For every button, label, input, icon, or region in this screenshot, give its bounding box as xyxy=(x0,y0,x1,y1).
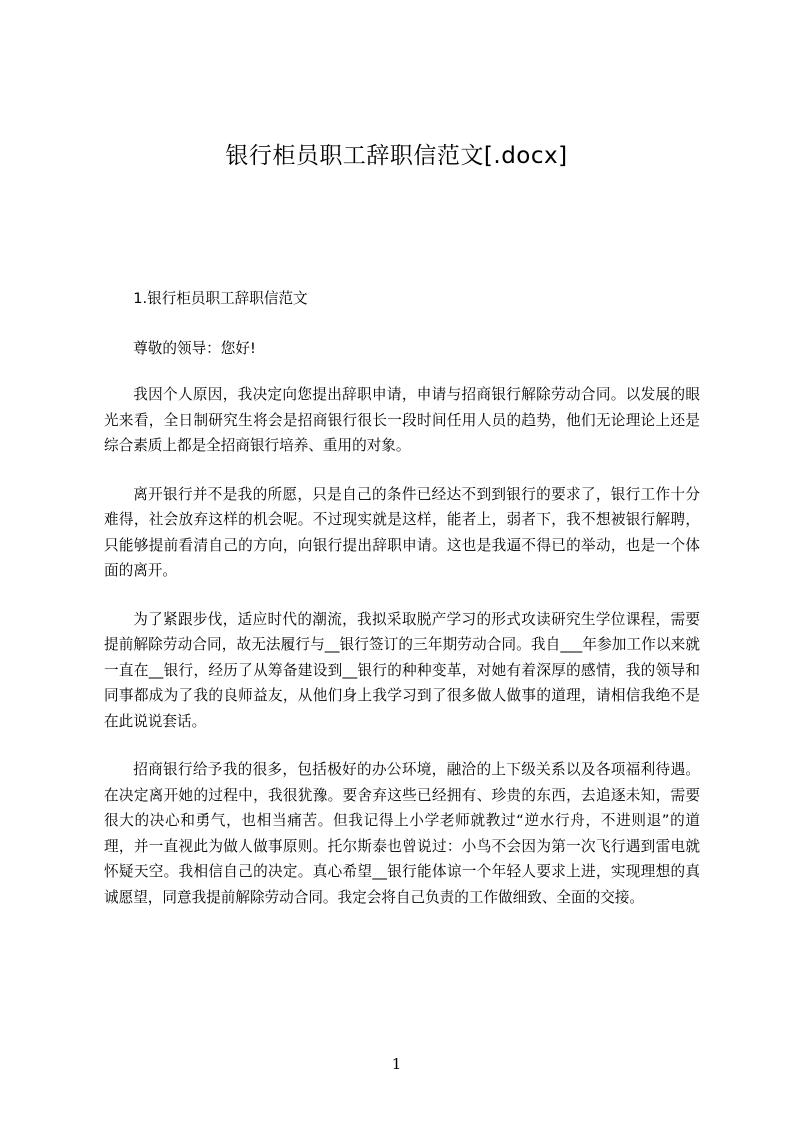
greeting: 尊敬的领导：您好! xyxy=(133,339,256,357)
section-heading: 1.银行柜员职工辞职信范文 xyxy=(133,290,308,307)
paragraph-3: 为了紧跟步伐，适应时代的潮流，我拟采取脱产学习的形式攻读研究生学位课程，需要提前解除劳动合同，故无法履行与__银行签订的三年期劳动合同。我自___年参加工作以来就一直在__银行，经历了从筹备建设到__银行的种种变革，对她有着深厚的感情，我的领导和同事都成为了我的良师益友，从他们身上我学习到了很多做人做事的道理，请相信我绝不是在此说说套话。 xyxy=(104,610,700,730)
paragraph-2: 离开银行并不是我的所愿，只是自己的条件已经达不到到银行的要求了，银行工作十分难得，社会放弃这样的机会呢。不过现实就是这样，能者上，弱者下，我不想被银行解聘，只能够提前看清自己的方向，向银行提出辞职申请。这也是我逼不得已的举动，也是一个体面的离开。 xyxy=(104,485,700,579)
document-body xyxy=(104,286,700,933)
document-title: 银行柜员职工辞职信范文[.docx] xyxy=(225,143,568,169)
page-number: 1 xyxy=(391,1055,402,1073)
paragraph-1: 我因个人原因，我决定向您提出辞职申请，申请与招商银行解除劳动合同。以发展的眼光来看，全日制研究生将会是招商银行很长一段时间任用人员的趋势，他们无论理论上还是综合素质上都是全招商银行培养、重用的对象。 xyxy=(104,386,700,454)
paragraph-4: 招商银行给予我的很多，包括极好的办公环境，融洽的上下级关系以及各项福利待遇。在决定离开她的过程中，我很犹豫。要舍弃这些已经拥有、珍贵的东西，去追逐未知，需要很大的决心和勇气，也相当痛苦。但我记得上小学老师就教过“逆水行舟，不进则退”的道理，并一直视此为做人做事原则。托尔斯泰也曾说过：小鸟不会因为第一次飞行遇到雷电就怀疑天空。我相信自己的决定。真心希望__银行能体谅一个年轻人要求上进，实现理想的真诚愿望，同意我提前解除劳动合同。我定会将自己负责的工作做细致、全面的交接。 xyxy=(104,761,700,906)
